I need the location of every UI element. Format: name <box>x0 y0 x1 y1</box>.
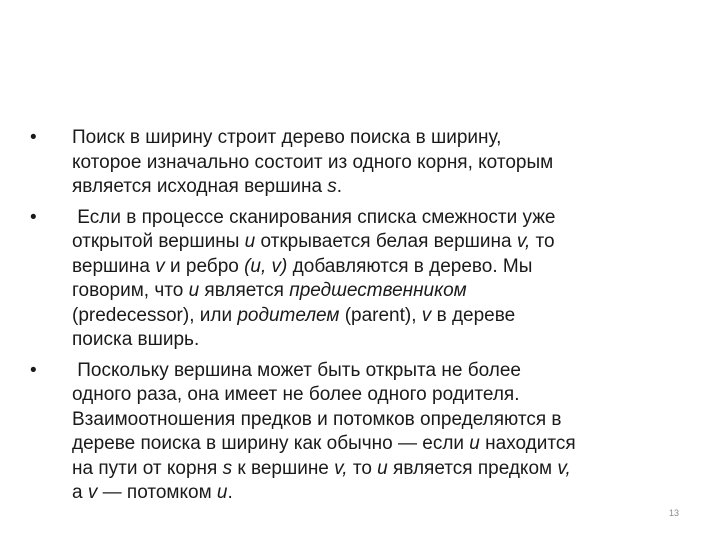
text-run: которое изначально состоит из одного корня, которым <box>72 151 554 173</box>
bullet-line <box>72 175 690 200</box>
italic-term: предшественником <box>289 280 467 301</box>
bullet-line <box>72 481 690 506</box>
bullet-line <box>72 457 690 482</box>
text-run: открывается белая вершина <box>255 231 517 252</box>
text-run: (predecessor), или <box>72 304 238 326</box>
italic-term: v <box>421 304 432 326</box>
text-run: Поскольку вершина может быть открыта не более <box>72 359 521 381</box>
bullet-line <box>72 279 690 304</box>
bullet-item <box>30 126 690 200</box>
text-run: дереве поиска в ширину как обычно — если <box>72 433 470 454</box>
bullet-line <box>72 408 690 433</box>
text-run: (parent), <box>339 304 422 326</box>
bullet-marker: • <box>30 206 37 228</box>
italic-term: v <box>155 255 165 277</box>
bullet-line <box>72 304 690 329</box>
italic-term: u <box>244 231 256 252</box>
italic-term: u <box>216 482 228 503</box>
italic-term: u <box>377 457 388 479</box>
text-run: Если в процессе сканирования списка смежности уже <box>72 206 556 228</box>
text-run: то <box>530 231 555 252</box>
text-run: является <box>199 280 290 301</box>
text-run: — потомком <box>97 482 217 503</box>
text-run: поиска вширь. <box>72 329 200 350</box>
text-run: является предком <box>387 457 558 479</box>
italic-term: v, <box>516 231 531 252</box>
bullet-line <box>72 206 690 231</box>
text-run: вершина <box>72 255 156 277</box>
bullet-line <box>72 255 690 280</box>
bullet-line <box>72 126 690 151</box>
bullet-line <box>72 359 690 384</box>
bullet-line <box>72 383 690 408</box>
italic-term: s <box>222 457 233 479</box>
text-run: находится <box>479 433 576 454</box>
italic-term: u <box>188 280 200 301</box>
text-run: Поиск в ширину строит дерево поиска в ширину, <box>72 127 502 148</box>
text-run: одного раза, она имеет не более одного родителя. <box>72 384 520 405</box>
italic-term: s <box>327 176 337 197</box>
text-run: и ребро <box>164 255 245 277</box>
text-run: . <box>336 176 343 197</box>
text-run: на пути от корня <box>72 457 223 479</box>
text-run: открытой вершины <box>72 231 245 252</box>
text-run: говорим, что <box>72 280 189 301</box>
italic-term: v, <box>334 457 348 479</box>
italic-term: v <box>87 482 98 503</box>
bullet-list <box>30 126 690 506</box>
bullet-marker: • <box>30 127 37 148</box>
italic-term: родителем <box>237 304 340 326</box>
text-run: добавляются в дерево. Мы <box>287 255 533 277</box>
bullet-line <box>72 151 690 176</box>
text-run: а <box>72 482 88 503</box>
bullet-line <box>72 230 690 255</box>
bullet-item <box>30 359 690 506</box>
italic-term: v, <box>557 457 571 479</box>
text-run: к вершине <box>232 457 335 479</box>
bullet-line <box>72 328 690 353</box>
text-run: . <box>227 482 233 503</box>
italic-term: u <box>469 433 480 454</box>
bullet-marker: • <box>30 359 37 381</box>
page-number: 13 <box>668 508 679 518</box>
text-run: является исходная вершина <box>72 176 328 197</box>
italic-term: (u, v) <box>244 255 288 277</box>
text-run: в дереве <box>431 304 516 326</box>
bullet-item <box>30 206 690 353</box>
bullet-line <box>72 432 690 457</box>
text-run: Взаимоотношения предков и потомков определяются в <box>72 408 562 430</box>
text-run: то <box>347 457 378 479</box>
